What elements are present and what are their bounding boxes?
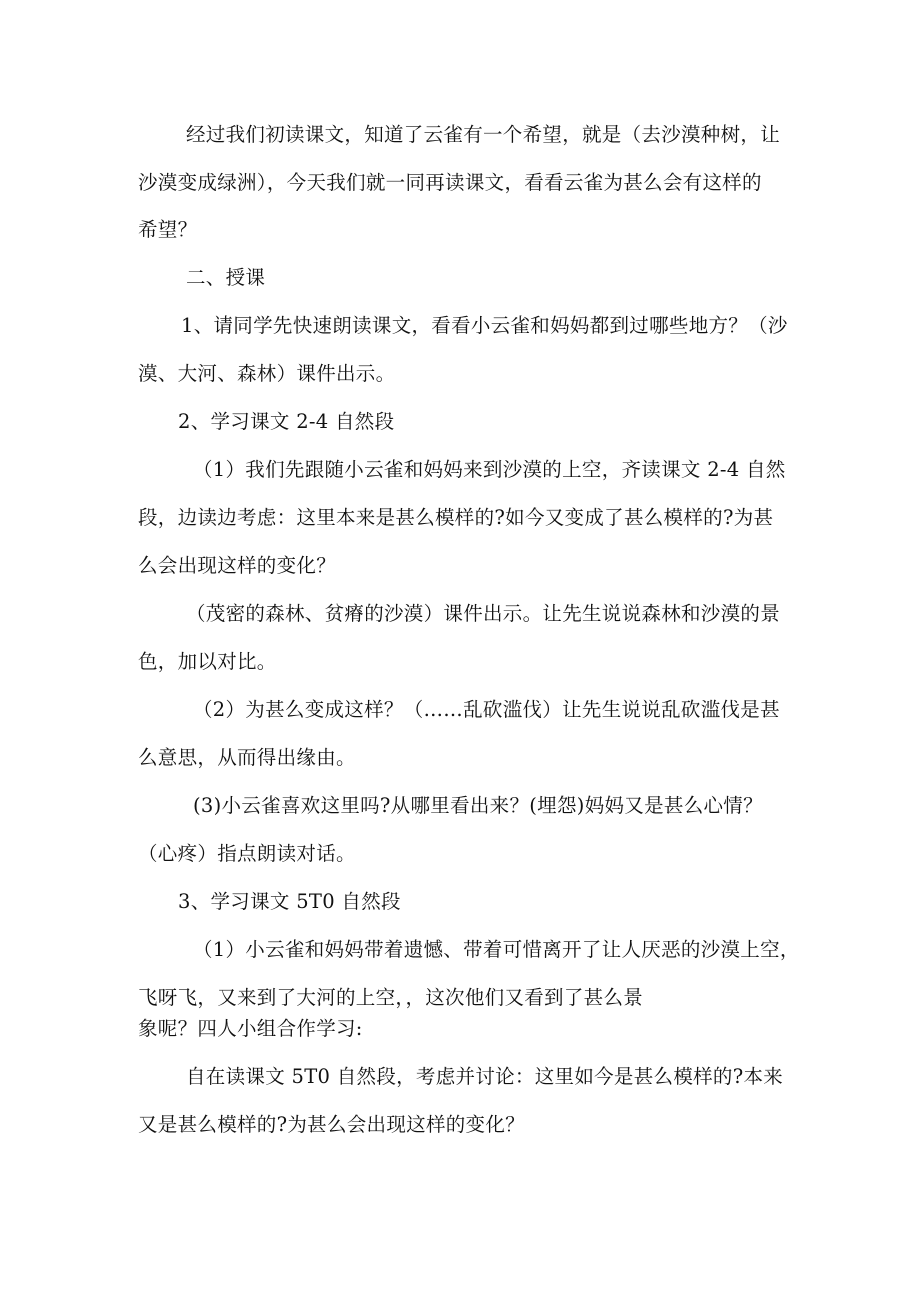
paragraph-line: （心疼）指点朗读对话。 [138,842,356,865]
paragraph-line: 么意思，从而得出缘由。 [138,746,356,769]
paragraph-line: 么会出现这样的变化？ [138,554,337,577]
paragraph-line: （茂密的森林、贫瘠的沙漠）课件出示。让先生说说森林和沙漠的景 [186,602,781,625]
paragraph-line: 沙漠变成绿洲），今天我们就一同再读课文，看看云雀为甚么会有这样的 [138,171,762,194]
paragraph-line: 1、请同学先快速朗读课文，看看小云雀和妈妈都到过哪些地方？（沙 [181,314,788,337]
paragraph-line: (3)小云雀喜欢这里吗?从哪里看出来？(埋怨)妈妈又是甚么心情？ [193,794,763,817]
paragraph-line: （2）为甚么变成这样？（……乱砍滥伐）让先生说说乱砍滥伐是甚 [193,698,780,721]
paragraph-line: 自在读课文 5T0 自然段，考虑并讨论：这里如今是甚么模样的?本来 [186,1065,784,1088]
paragraph-line: 漠、大河、森林）课件出示。 [138,362,396,385]
paragraph-line: 希望？ [138,218,198,241]
paragraph-line: 经过我们初读课文，知道了云雀有一个希望，就是（去沙漠种树，让 [186,123,781,146]
section-heading: 二、授课 [186,266,266,289]
subsection-heading: 2、学习课文 2-4 自然段 [178,410,395,433]
paragraph-line: 飞呀飞，又来到了大河的上空，，这次他们又看到了甚么景 [138,986,644,1009]
paragraph-line: （1）我们先跟随小云雀和妈妈来到沙漠的上空，齐读课文 2-4 自然 [193,458,786,481]
paragraph-line: 色，加以对比。 [138,650,277,673]
paragraph-line: 又是甚么模样的?为甚么会出现这样的变化？ [138,1113,525,1136]
paragraph-line: 段，边读边考虑：这里本来是甚么模样的?如今又变成了甚么模样的?为甚 [138,506,774,529]
subsection-heading: 3、学习课文 5T0 自然段 [178,890,401,913]
paragraph-line: （1）小云雀和妈妈带着遗憾、带着可惜离开了让人厌恶的沙漠上空， [193,938,800,961]
paragraph-line: 象呢？四人小组合作学习: [138,1017,363,1040]
